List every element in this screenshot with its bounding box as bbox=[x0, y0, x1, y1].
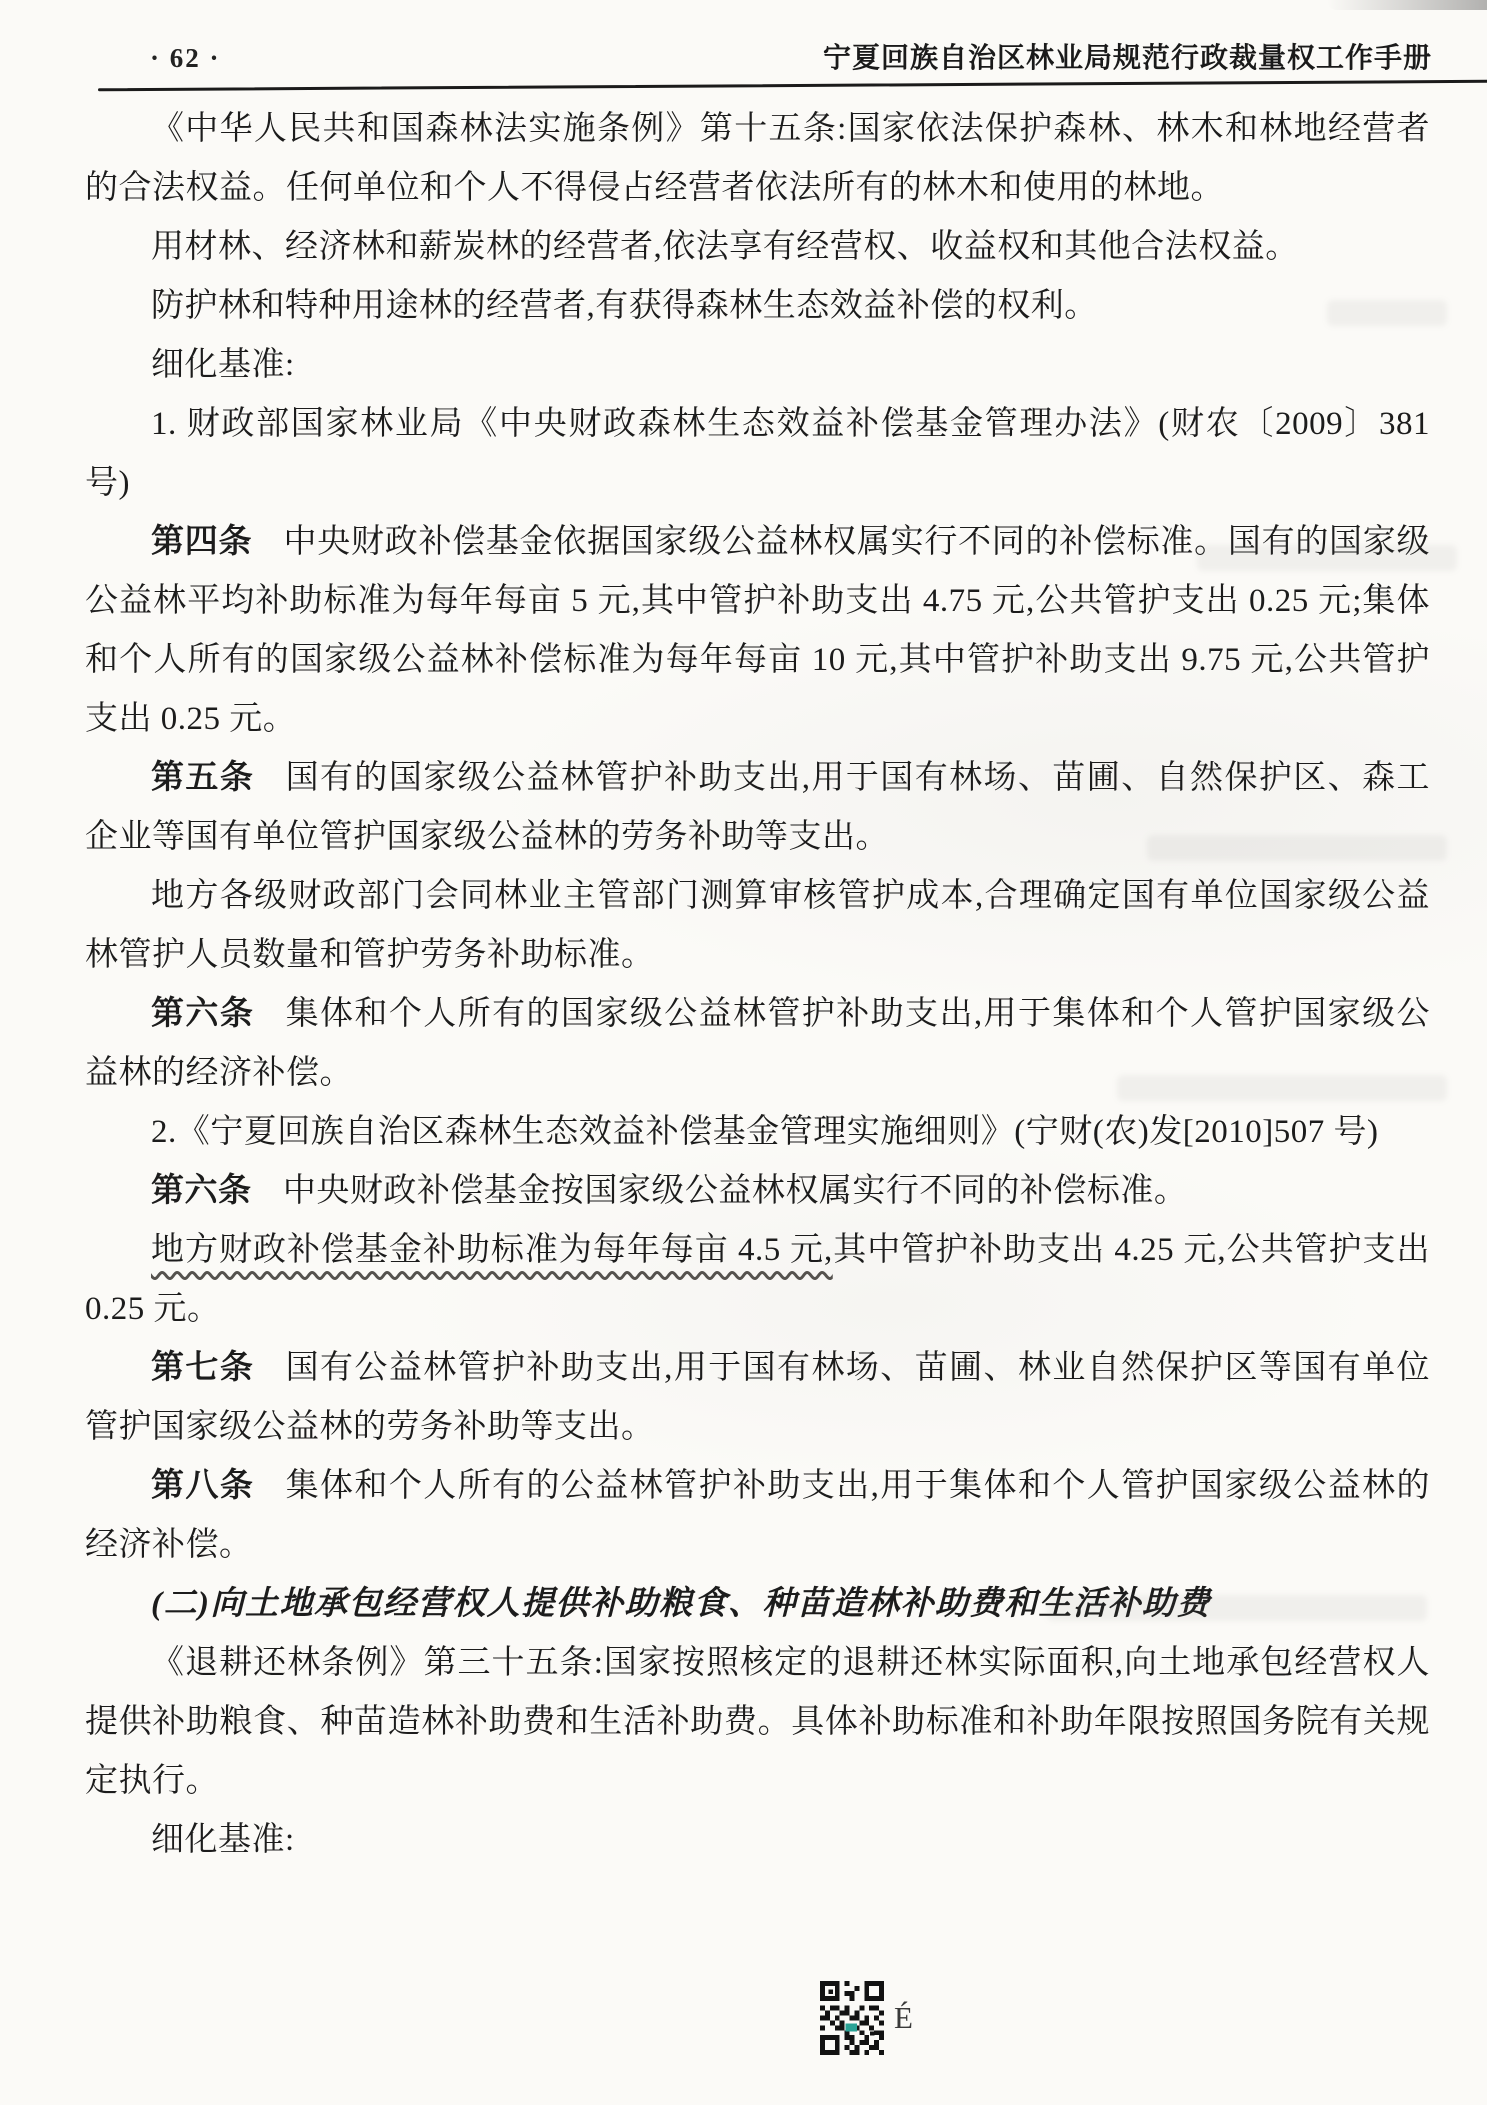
text-run: 集体和个人所有的公益林管护补助支出,用于集体和个人管护国家级公益林的经济补偿。 bbox=[85, 1468, 1431, 1563]
paragraph bbox=[85, 1811, 1430, 1870]
text-run: 中央财政补偿基金依据国家级公益林权属实行不同的补偿标准。国有的国家级公益林平均补助标准为每年每亩 5 元,其中管护补助支出 4.75 元,公共管护支出 0.25 元;集体和个人所有的国家级公益林补偿标准为每年每亩 10 元,其中管护补助支出 9.75 元,公共管护支出 0.25 元。 bbox=[85, 524, 1431, 737]
paragraph bbox=[85, 1162, 1430, 1221]
paragraph bbox=[85, 395, 1430, 513]
paragraph bbox=[85, 218, 1430, 277]
article-label: 第六条 bbox=[151, 1173, 252, 1209]
paragraph bbox=[85, 513, 1430, 749]
text-run: 细化基准: bbox=[151, 347, 295, 383]
page-header bbox=[85, 36, 1432, 76]
document-title: 宁夏回族自治区林业局规范行政裁量权工作手册 bbox=[822, 43, 1432, 74]
qr-code-icon bbox=[820, 1980, 884, 2056]
text-run: 集体和个人所有的国家级公益林管护补助支出,用于集体和个人管护国家级公益林的经济补偿。 bbox=[85, 996, 1431, 1091]
paragraph bbox=[85, 1221, 1430, 1339]
text-run: 国有的国家级公益林管护补助支出,用于国有林场、苗圃、自然保护区、森工企业等国有单位管护国家级公益林的劳务补助等支出。 bbox=[85, 760, 1431, 855]
footer-mark bbox=[820, 1980, 913, 2056]
article-label: 第四条 bbox=[151, 524, 253, 560]
text-run: 《退耕还林条例》第三十五条:国家按照核定的退耕还林实际面积,向土地承包经营权人提供补助粮食、种苗造林补助费和生活补助费。具体补助标准和补助年限按照国务院有关规定执行。 bbox=[85, 1645, 1430, 1799]
text-run: 防护林和特种用途林的经营者,有获得森林生态效益补偿的权利。 bbox=[151, 288, 1098, 324]
scan-edge-artifact bbox=[1327, 0, 1487, 10]
underlined-text-run: 地方财政补偿基金补助标准为每年每亩 4.5 元, bbox=[151, 1232, 833, 1268]
qr-accent-dot bbox=[846, 2023, 857, 2031]
text-run: 2.《宁夏回族自治区森林生态效益补偿基金管理实施细则》(宁财(农)发[2010]507 号) bbox=[151, 1114, 1379, 1150]
text-run: (二)向土地承包经营权人提供补助粮食、种苗造林补助费和生活补助费 bbox=[151, 1586, 1211, 1622]
article-label: 第五条 bbox=[151, 760, 255, 796]
page-number: · 62 · bbox=[150, 43, 221, 73]
header-rule bbox=[98, 80, 1487, 92]
paragraph bbox=[85, 100, 1430, 218]
paragraph bbox=[85, 1634, 1430, 1811]
text-run: 国有公益林管护补助支出,用于国有林场、苗圃、林业自然保护区等国有单位管护国家级公益林的劳务补助等支出。 bbox=[85, 1350, 1431, 1445]
paragraph bbox=[85, 1457, 1430, 1575]
text-run: 1. 财政部国家林业局《中央财政森林生态效益补偿基金管理办法》(财农〔2009〕381 号) bbox=[85, 406, 1430, 501]
text-run: 细化基准: bbox=[151, 1822, 295, 1858]
paragraph bbox=[85, 336, 1430, 395]
paragraph bbox=[85, 749, 1430, 867]
text-run: 地方各级财政部门会同林业主管部门测算审核管护成本,合理确定国有单位国家级公益林管护人员数量和管护劳务补助标准。 bbox=[85, 878, 1430, 973]
qr-side-label: É bbox=[894, 2000, 913, 2035]
text-run: 其中管护补助支出 4.25 元,公共管护支出 0.25 元。 bbox=[85, 1232, 1431, 1327]
article-label: 第六条 bbox=[151, 996, 255, 1032]
article-label: 第八条 bbox=[151, 1468, 255, 1504]
paragraph bbox=[85, 1339, 1430, 1457]
paragraph bbox=[85, 1103, 1430, 1162]
paragraph bbox=[85, 867, 1430, 985]
paragraph bbox=[85, 277, 1430, 336]
text-run: 中央财政补偿基金按国家级公益林权属实行不同的补偿标准。 bbox=[282, 1173, 1188, 1209]
document-body bbox=[85, 100, 1430, 1870]
section-heading bbox=[85, 1575, 1430, 1634]
text-run: 用材林、经济林和薪炭林的经营者,依法享有经营权、收益权和其他合法权益。 bbox=[151, 229, 1299, 265]
article-label: 第七条 bbox=[151, 1350, 255, 1386]
paragraph bbox=[85, 985, 1430, 1103]
text-run: 《中华人民共和国森林法实施条例》第十五条:国家依法保护森林、林木和林地经营者的合法权益。任何单位和个人不得侵占经营者依法所有的林木和使用的林地。 bbox=[85, 111, 1430, 206]
